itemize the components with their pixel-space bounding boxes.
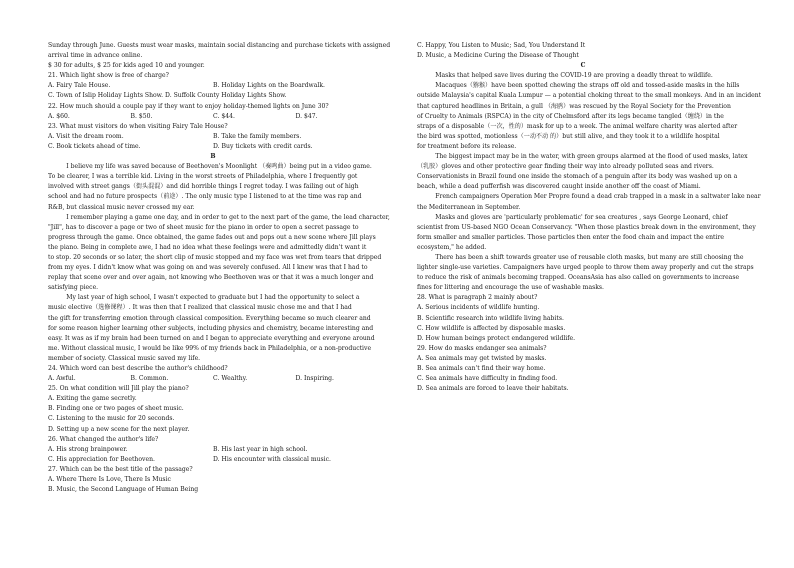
option-c: C. How wildlife is affected by disposable masks. [417, 324, 566, 332]
option-b: B. Finding one or two pages of sheet music. [48, 405, 184, 413]
passage-line: easy. It was as if my brain had been turned on and I began to appreciate everything and everyone around [48, 334, 375, 342]
passage-line: To be clearer, I was a terrible kid. Living in the worst streets of Philadelphia, where I frequently got [48, 173, 358, 181]
passage-line: The biggest impact may be in the water, with green groups alarmed at the flood of used masks, latex [435, 153, 748, 161]
passage-line: that captured headlines in Britain, a gull （海鸥）was rescued by the Royal Society for the Prevention [417, 102, 731, 110]
question-26-options-ab [48, 445, 378, 455]
passage-line: scientist from US-based NGO Ocean Conservancy. "When those plastics break down in the environment, they [417, 223, 756, 231]
passage-line: progress through the game. Once obtained, the game fades out and pops out a new scene where Jill plays [48, 233, 376, 241]
passage-line: satisfying piece. [48, 284, 99, 292]
option-a: A. His strong brainpower. [48, 445, 128, 453]
option-a: A. Visit the dream room. [48, 132, 124, 140]
passage-line: member of society. Classical music saved my life. [48, 354, 201, 362]
question-21-options-ab [48, 81, 378, 91]
passage-line: R&B, but classical music never crossed my ear. [48, 203, 195, 211]
question-24-options [48, 374, 378, 384]
left-column [48, 41, 391, 495]
passage-line: music elective（选修课程）. It was then that I realized that classical music chose me and that I had [48, 304, 352, 312]
passage-line: My last year of high school, I wasn't expected to graduate but I had the opportunity to select a [66, 294, 360, 302]
question-25-stem: 25. On what condition will Jill play the piano? [48, 385, 189, 393]
passage-line: for treatment before its release. [417, 142, 517, 150]
option-a: A. $60. [48, 112, 70, 120]
passage-line: me. Without classical music, I would be like 99% of my friends back in Philadelphia, or a non-productive [48, 344, 372, 352]
passage-line: Masks that helped save lives during the COVID-19 are proving a deadly threat to wildlife. [435, 72, 713, 80]
passage-line: from my eyes. I didn't know what was going on and was severely confused. All I knew was that I had to [48, 264, 368, 272]
passage-line: Masks and gloves are 'particularly problematic' for sea creatures , says George Leonard, chief [435, 213, 728, 221]
option-b: B. Music, the Second Language of Human Being [48, 486, 199, 494]
passage-line: I remember playing a game one day, and in order to get to the next part of the game, the lead character, [66, 213, 390, 221]
option-c: C. Book tickets ahead of time. [48, 142, 141, 150]
passage-line: beach, while a dead pufferfish was discovered caught inside another off the coast of Miami. [417, 183, 701, 191]
passage-line: （乳胶）gloves and other protective gear finding their way into already polluted seas and rivers. [417, 163, 714, 171]
option-a: A. Serious incidents of wildlife hunting. [417, 304, 540, 312]
question-22-options [48, 112, 378, 122]
option-d: D. Setting up a new scene for the next player. [48, 425, 190, 433]
question-28-stem: 28. What is paragraph 2 mainly about? [417, 294, 538, 302]
option-b: B. Common. [130, 375, 169, 383]
question-27-stem: 27. Which can be the best title of the passage? [48, 465, 193, 473]
option-d: D. How human beings protect endangered wildlife. [417, 334, 576, 342]
passage-line: form smaller and smaller particles. Those particles then enter the food chain and impact the entire [417, 233, 724, 241]
option-b: B. His last year in high school. [213, 445, 308, 453]
passage-line: French campaigners Operation Mer Propre found a dead crab trapped in a mask in a saltwater lake near [435, 193, 761, 201]
text-line: arrival time in advance online. [48, 52, 143, 60]
option-c: C. Happy, You Listen to Music; Sad, You Understand It [417, 42, 586, 49]
passage-line: "Jill", has to discover a page or two of sheet music for the piano in order to open a secret passage to [48, 223, 359, 231]
passage-line: straps of a disposable（一次，性的）mask for up to a week. The animal welfare charity was alerted after [417, 122, 738, 130]
passage-line: school and had no future prospects（前途）. The only music type I listened to at the time was rap and [48, 193, 362, 201]
question-22-stem: 22. How much should a couple pay if they want to enjoy holiday-themed lights on June 30? [48, 102, 329, 110]
option-d: D. His encounter with classical music. [213, 455, 331, 463]
passage-line: the piano. Being in complete awe, I had no idea what these feelings were and admittedly didn't want it [48, 243, 367, 251]
passage-line: Conservationists in Brazil found one inside the stomach of a penguin after its body was washed up on a [417, 173, 738, 181]
section-heading-b: B [210, 153, 216, 161]
question-21-options-cd: C. Town of Islip Holiday Lights Show. D. Suffolk County Holiday Lights Show. [48, 92, 287, 100]
question-29-stem: 29. How do masks endanger sea animals? [417, 344, 547, 352]
option-c: C. Sea animals have difficulty in finding food. [417, 375, 558, 383]
option-b: B. $50. [130, 112, 153, 120]
option-a: A. Awful. [48, 375, 76, 383]
passage-line: to stop. 20 seconds or so later, the short clip of music stopped and my face was wet from tears that dripped [48, 253, 382, 261]
passage-line: for some reason higher learning other subjects, including physics and chemistry, became interesting and [48, 324, 374, 332]
passage-line: involved with street gangs（街头混混）and did horrible things I regret today. I was failing out of high [48, 183, 359, 191]
option-a: A. Exiting the game secretly. [48, 395, 137, 403]
option-d: D. Music, a Medicine Curing the Disease of Thought [417, 52, 579, 60]
question-23-options-ab [48, 132, 378, 142]
question-23-stem: 23. What must visitors do when visiting Fairy Tale House? [48, 122, 228, 130]
passage-line: the Mediterranean in September. [417, 203, 521, 211]
option-d: D. $47. [295, 112, 318, 120]
passage-line: I believe my life was saved because of Beethoven's Moonlight （奏鸣曲）being put in a video game. [66, 163, 372, 171]
passage-line: Macaques（猕猴）have been spotted chewing the straps off old and tossed-aside masks in the hills [435, 82, 740, 90]
passage-line: of Cruelty to Animals (RSPCA) in the city of Chelmsford after its legs became tangled（缠绕）in the [417, 112, 724, 120]
question-26-stem: 26. What changed the author's life? [48, 435, 159, 443]
option-b: B. Sea animals can't find their way home. [417, 365, 546, 372]
option-c: C. $44. [213, 112, 235, 120]
option-a: A. Sea animals may get twisted by masks. [417, 354, 547, 362]
option-c: C. Wealthy. [213, 375, 248, 383]
option-a: A. Where There Is Love, There Is Music [48, 476, 171, 484]
passage-line: replay that scene over and over again, not knowing who Beethoven was or that it was a much longer and [48, 274, 374, 282]
passage-line: fines for littering and encourage the use of washable masks. [417, 284, 604, 292]
option-b: B. Take the family members. [213, 132, 302, 140]
text-line: $ 30 for adults, $ 25 for kids aged 10 and younger. [48, 62, 205, 70]
question-24-stem: 24. Which word can best describe the author's childhood? [48, 365, 228, 372]
passage-line: There has been a shift towards greater use of reusable cloth masks, but many are still choosing the [435, 253, 744, 261]
question-23-options-cd [48, 142, 378, 152]
option-d: D. Inspiring. [295, 375, 334, 383]
option-b: B. Holiday Lights on the Boardwalk. [213, 82, 325, 90]
option-d: D. Buy tickets with credit cards. [213, 142, 313, 150]
section-heading-c: C [580, 62, 586, 70]
option-a: A. Fairy Tale House. [48, 82, 111, 90]
option-d: D. Sea animals are forced to leave their habitats. [417, 385, 569, 393]
option-c: C. His appreciation for Beethoven. [48, 455, 155, 463]
option-b: B. Scientific research into wildlife living habits. [417, 314, 564, 322]
right-column [417, 41, 762, 394]
passage-line: the bird was spotted, motionless（一动不动 的）but still alive, and they took it to a wildlife hospital [417, 132, 720, 140]
passage-line: lighter single-use varieties. Campaigners have urged people to throw them away properly and cut the straps [417, 264, 754, 272]
passage-line: the gift for transferring emotion through classical composition. Everything became so much clearer and [48, 314, 371, 322]
question-26-options-cd [48, 455, 378, 465]
question-21-stem: 21. Which light show is free of charge? [48, 72, 169, 80]
passage-line: ecosystem," he added. [417, 243, 487, 251]
text-line: Sunday through June. Guests must wear masks, maintain social distancing and purchase tickets with assigned [48, 42, 391, 49]
passage-line: outside Malaysia's capital Kuala Lumpur — a potential choking threat to the small monkeys. And in an incident [417, 92, 762, 100]
option-c: C. Listening to the music for 20 seconds. [48, 415, 175, 423]
passage-line: to reduce the risk of animals becoming trapped. OceansAsia has also called on governments to increase [417, 274, 740, 282]
